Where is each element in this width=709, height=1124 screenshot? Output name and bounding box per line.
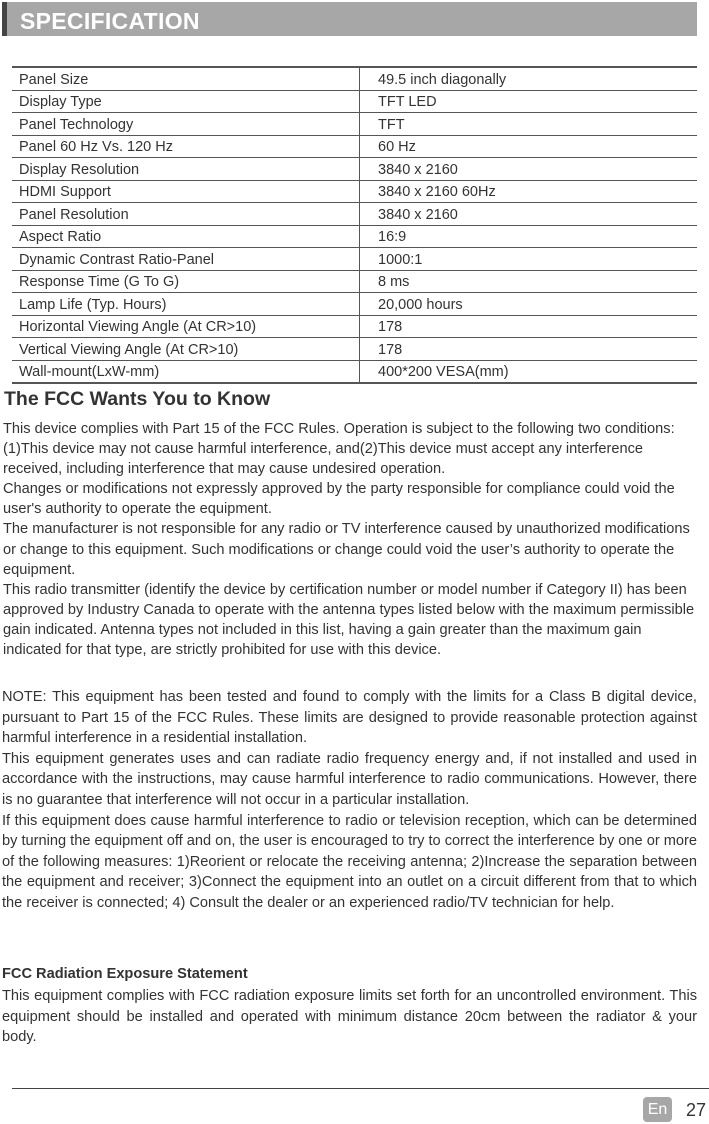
note-paragraph: NOTE: This equipment has been tested and found to comply with the limits for a Class B digital device, pursuant to Part 15 of the FCC Rules. These limits are designed to provide reasonable protection against harmful interference in a residential installation.	[2, 689, 697, 747]
spec-value: 400*200 VESA(mm)	[360, 360, 698, 383]
note-paragraph: This equipment generates uses and can radiate radio frequency energy and, if not installed and used in accordance with the instructions, may cause harmful interference to radio communications. However, there is no guarantee that interference will not occur in a particular installation.	[2, 750, 697, 808]
page-number: 27	[686, 1100, 707, 1120]
spec-value: 178	[360, 338, 698, 361]
spec-label: Dynamic Contrast Ratio-Panel	[12, 248, 360, 271]
fcc-paragraph: Changes or modifications not expressly approved by the party responsible for compliance could void the user's authority to operate the equipment.	[3, 481, 675, 518]
table-row	[12, 248, 697, 271]
radiation-title: FCC Radiation Exposure Statement	[2, 966, 248, 982]
table-row	[12, 203, 697, 226]
fcc-paragraph: The manufacturer is not responsible for any radio or TV interference caused by unauthorized modifications or change to this equipment. Such modifications or change could void the user’s authority to operate the equipment.	[3, 521, 690, 578]
spec-value: 20,000 hours	[360, 293, 698, 316]
spec-label: Response Time (G To G)	[12, 270, 360, 293]
radiation-text: This equipment complies with FCC radiation exposure limits set forth for an uncontrolled environment. This equipment should be installed and operated with minimum distance 20cm between the radiator & your body.	[2, 988, 697, 1046]
language-badge: En	[643, 1097, 672, 1122]
table-row	[12, 360, 697, 383]
table-row	[12, 90, 697, 113]
fcc-heading: The FCC Wants You to Know	[4, 388, 271, 410]
spec-value: 49.5 inch diagonally	[360, 67, 698, 90]
spec-value: 16:9	[360, 225, 698, 248]
table-row	[12, 67, 697, 90]
spec-label: Vertical Viewing Angle (At CR>10)	[12, 338, 360, 361]
spec-label: HDMI Support	[12, 180, 360, 203]
spec-label: Panel Technology	[12, 113, 360, 136]
spec-label: Panel Size	[12, 67, 360, 90]
spec-label: Display Type	[12, 90, 360, 113]
footer-divider	[12, 1088, 709, 1089]
table-row	[12, 293, 697, 316]
fcc-paragraph: This radio transmitter (identify the device by certification number or model number if Category II) has been approved by Industry Canada to operate with the antenna types listed below with the maximum permissible gain indicated. Antenna types not included in this list, having a gain greater than the maximum gain indicated for that type, are strictly prohibited for use with this device.	[3, 581, 695, 659]
table-row	[12, 315, 697, 338]
note-section	[2, 687, 697, 914]
spec-value: 8 ms	[360, 270, 698, 293]
spec-value: TFT LED	[360, 90, 698, 113]
spec-label: Panel Resolution	[12, 203, 360, 226]
section-title-bar	[2, 2, 697, 36]
spec-value: 3840 x 2160	[360, 158, 698, 181]
spec-label: Aspect Ratio	[12, 225, 360, 248]
spec-label: Horizontal Viewing Angle (At CR>10)	[12, 315, 360, 338]
spec-value: 3840 x 2160 60Hz	[360, 180, 698, 203]
spec-value: TFT	[360, 113, 698, 136]
note-paragraph: If this equipment does cause harmful interference to radio or television reception, which can be determined by turning the equipment off and on, the user is encouraged to try to correct the interference by one or more of the following measures: 1)Reorient or relocate the receiving antenna; 2)Increase the separation between the equipment and receiver; 3)Connect the equipment into an outlet on a circuit different from that to which the receiver is connected; 4) Consult the dealer or an experienced radio/TV technician for help.	[2, 812, 697, 911]
section-title: SPECIFICATION	[20, 8, 200, 34]
spec-value: 3840 x 2160	[360, 203, 698, 226]
table-row	[12, 270, 697, 293]
table-row	[12, 113, 697, 136]
table-row	[12, 135, 697, 158]
spec-value: 1000:1	[360, 248, 698, 271]
spec-label: Wall-mount(LxW-mm)	[12, 360, 360, 383]
table-row	[12, 180, 697, 203]
spec-value: 178	[360, 315, 698, 338]
spec-label: Lamp Life (Typ. Hours)	[12, 293, 360, 316]
fcc-paragraph: This device complies with Part 15 of the FCC Rules. Operation is subject to the following two conditions: (1)This device may not cause harmful interference, and(2)This device must accept any interference received, including interference that may cause undesired operation.	[3, 421, 675, 478]
spec-value: 60 Hz	[360, 135, 698, 158]
spec-label: Display Resolution	[12, 158, 360, 181]
fcc-body	[3, 419, 703, 660]
table-row	[12, 225, 697, 248]
table-row	[12, 338, 697, 361]
table-row	[12, 158, 697, 181]
specification-table	[12, 66, 697, 384]
spec-label: Panel 60 Hz Vs. 120 Hz	[12, 135, 360, 158]
